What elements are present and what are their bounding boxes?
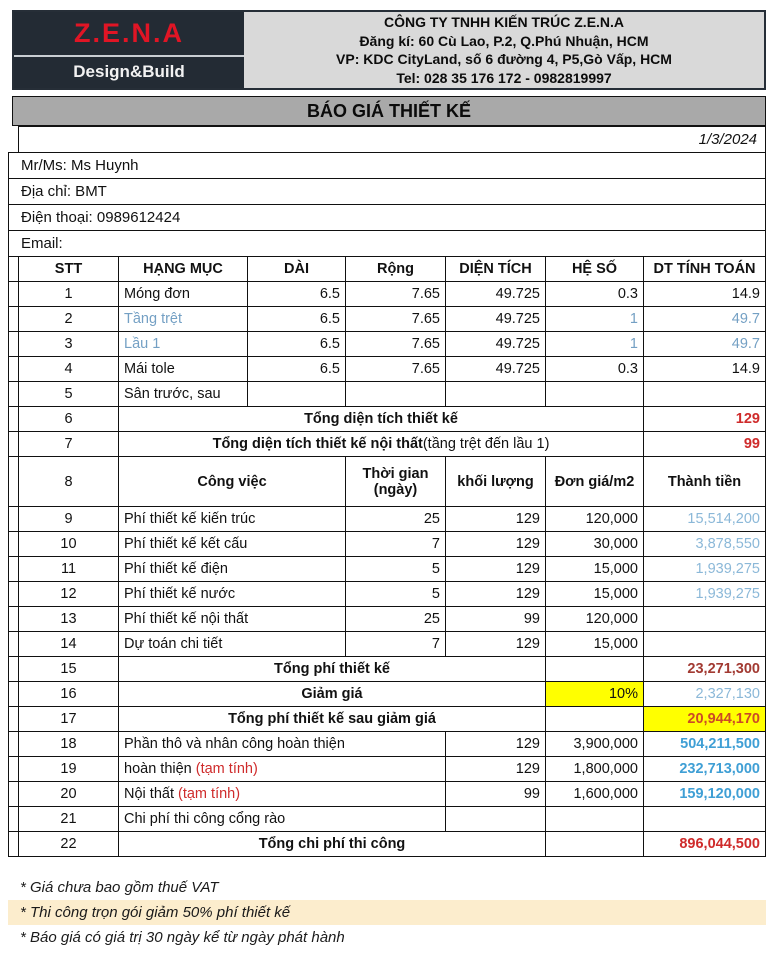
- construction-price-19: 1,800,000: [546, 757, 644, 782]
- cell-rong-5: [346, 382, 446, 407]
- construction-label-20: [119, 782, 446, 807]
- company-logo: [14, 12, 244, 88]
- cell-heso-1: 0.3: [546, 282, 644, 307]
- construction-label-18: [119, 732, 446, 757]
- company-office-address: VP: KDC CityLand, số 6 đường 4, P5,Gò Vấp, HCM: [336, 51, 672, 67]
- fee-total-10: 3,878,550: [644, 532, 766, 557]
- cell-stt-12: 12: [19, 582, 119, 607]
- construction-label-20-note: (tạm tính): [178, 786, 241, 802]
- fee-qty-10: 129: [446, 532, 546, 557]
- construction-qty-20: 99: [446, 782, 546, 807]
- company-info: [244, 12, 764, 88]
- cell-dt-1: 14.9: [644, 282, 766, 307]
- cell-dai-3: 6.5: [248, 332, 346, 357]
- cell-stt-16: 16: [19, 682, 119, 707]
- fee-label-12: Phí thiết kế nước: [119, 582, 346, 607]
- total-design-area-label-text: Tổng diện tích thiết kế: [304, 411, 458, 427]
- logo-tagline: Design&Build: [14, 55, 244, 88]
- cell-heso-2: 1: [546, 307, 644, 332]
- fee-price-9: 120,000: [546, 507, 644, 532]
- fee-price-10: 30,000: [546, 532, 644, 557]
- fee-qty-12: 129: [446, 582, 546, 607]
- cell-stt-18: 18: [19, 732, 119, 757]
- construction-label-21: [119, 807, 446, 832]
- fee-total-12: 1,939,275: [644, 582, 766, 607]
- construction-price-18: 3,900,000: [546, 732, 644, 757]
- margin-cell: [9, 682, 19, 707]
- margin-cell: [9, 257, 19, 282]
- cell-stt-8: 8: [19, 457, 119, 507]
- cell-stt-2: 2: [19, 307, 119, 332]
- construction-label-19-text: hoàn thiện: [124, 761, 192, 777]
- construction-qty-21: [446, 807, 546, 832]
- col-header-stt: STT: [19, 257, 119, 282]
- fee-label-10: Phí thiết kế kết cấu: [119, 532, 346, 557]
- fee-label-11: Phí thiết kế điện: [119, 557, 346, 582]
- margin-cell: [9, 807, 19, 832]
- margin-cell: [9, 332, 19, 357]
- grand-total-value: 896,044,500: [644, 832, 766, 857]
- cell-area-1: 49.725: [446, 282, 546, 307]
- fee-qty-14: 129: [446, 632, 546, 657]
- col-header-khoi-luong: khối lượng: [446, 457, 546, 507]
- cell-stt-4: 4: [19, 357, 119, 382]
- fee-days-11: 5: [346, 557, 446, 582]
- construction-label-19-note: (tạm tính): [195, 761, 258, 777]
- cell-rong-3: 7.65: [346, 332, 446, 357]
- col-header-he-so: HỆ SỐ: [546, 257, 644, 282]
- col-header-rong: Rộng: [346, 257, 446, 282]
- cell-area-2: 49.725: [446, 307, 546, 332]
- construction-label-20-text: Nội thất: [124, 786, 174, 802]
- margin-cell: [9, 757, 19, 782]
- construction-label-19: [119, 757, 446, 782]
- page-title: BÁO GIÁ THIẾT KẾ: [12, 96, 766, 126]
- cell-stt-14: 14: [19, 632, 119, 657]
- cell-stt-7: 7: [19, 432, 119, 457]
- fee-days-13: 25: [346, 607, 446, 632]
- total-design-fee-unit: [546, 657, 644, 682]
- cell-rong-4: 7.65: [346, 357, 446, 382]
- margin-cell: [9, 307, 19, 332]
- cell-stt-1: 1: [19, 282, 119, 307]
- cell-dt-5: [644, 382, 766, 407]
- margin-cell: [9, 357, 19, 382]
- cell-dai-4: 6.5: [248, 357, 346, 382]
- col-header-dien-tich: DIỆN TÍCH: [446, 257, 546, 282]
- col-header-thanh-tien: Thành tiền: [644, 457, 766, 507]
- total-after-discount-unit: [546, 707, 644, 732]
- total-interior-area-label-text: Tổng diện tích thiết kế nội thất: [212, 436, 423, 452]
- cell-stt-11: 11: [19, 557, 119, 582]
- cell-item-2: Tầng trệt: [119, 307, 248, 332]
- cell-stt-20: 20: [19, 782, 119, 807]
- discount-percent: 10%: [546, 682, 644, 707]
- col-header-cong-viec: Công việc: [119, 457, 346, 507]
- col-header-thoi-gian: Thời gian (ngày): [346, 457, 446, 507]
- quote-date: 1/3/2024: [18, 126, 766, 153]
- total-design-fee-value: 23,271,300: [644, 657, 766, 682]
- margin-cell: [9, 407, 19, 432]
- cell-item-5: Sân trước, sau: [119, 382, 248, 407]
- construction-total-18: 504,211,500: [644, 732, 766, 757]
- margin-cell: [9, 582, 19, 607]
- fee-days-10: 7: [346, 532, 446, 557]
- cell-stt-19: 19: [19, 757, 119, 782]
- cell-dai-5: [248, 382, 346, 407]
- cell-heso-4: 0.3: [546, 357, 644, 382]
- construction-price-20: 1,600,000: [546, 782, 644, 807]
- total-after-discount-value: 20,944,170: [644, 707, 766, 732]
- margin-cell: [9, 532, 19, 557]
- cell-area-5: [446, 382, 546, 407]
- cell-dai-1: 6.5: [248, 282, 346, 307]
- total-interior-area-label: [119, 432, 644, 457]
- grand-total-unit: [546, 832, 644, 857]
- col-header-dai: DÀI: [248, 257, 346, 282]
- fee-qty-13: 99: [446, 607, 546, 632]
- margin-cell: [9, 707, 19, 732]
- cell-stt-5: 5: [19, 382, 119, 407]
- col-header-don-gia: Đơn giá/m2: [546, 457, 644, 507]
- construction-label-18-text: Phần thô và nhân công hoàn thiện: [124, 736, 345, 752]
- cell-area-3: 49.725: [446, 332, 546, 357]
- margin-cell: [9, 657, 19, 682]
- note-discount-highlighted: * Thi công trọn gói giảm 50% phí thiết kế: [8, 900, 766, 925]
- fee-days-14: 7: [346, 632, 446, 657]
- cell-stt-3: 3: [19, 332, 119, 357]
- total-design-fee-label: Tổng phí thiết kế: [119, 657, 546, 682]
- total-interior-area-value: 99: [644, 432, 766, 457]
- discount-label: Giảm giá: [119, 682, 546, 707]
- fee-label-13: Phí thiết kế nội thất: [119, 607, 346, 632]
- margin-cell: [9, 382, 19, 407]
- fee-qty-9: 129: [446, 507, 546, 532]
- construction-price-21: [546, 807, 644, 832]
- logo-brand-name: Z.E.N.A: [73, 17, 184, 48]
- grand-total-label: Tổng chi phí thi công: [119, 832, 546, 857]
- construction-total-21: [644, 807, 766, 832]
- cell-stt-17: 17: [19, 707, 119, 732]
- fee-qty-11: 129: [446, 557, 546, 582]
- margin-cell: [9, 607, 19, 632]
- cell-dt-2: 49.7: [644, 307, 766, 332]
- col-header-dt-tinh-toan: DT TÍNH TOÁN: [644, 257, 766, 282]
- client-name-row: Mr/Ms: Ms Huynh: [8, 152, 766, 179]
- note-vat: * Giá chưa bao gồm thuế VAT: [20, 879, 219, 896]
- company-name: CÔNG TY TNHH KIẾN TRÚC Z.E.N.A: [383, 14, 625, 30]
- construction-total-19: 232,713,000: [644, 757, 766, 782]
- cell-dai-2: 6.5: [248, 307, 346, 332]
- client-phone-row: Điện thoại: 0989612424: [8, 204, 766, 231]
- margin-cell: [9, 432, 19, 457]
- margin-cell: [9, 457, 19, 507]
- fee-days-12: 5: [346, 582, 446, 607]
- cell-heso-5: [546, 382, 644, 407]
- fee-price-14: 15,000: [546, 632, 644, 657]
- cell-rong-1: 7.65: [346, 282, 446, 307]
- cell-stt-21: 21: [19, 807, 119, 832]
- margin-cell: [9, 632, 19, 657]
- fee-price-12: 15,000: [546, 582, 644, 607]
- construction-total-20: 159,120,000: [644, 782, 766, 807]
- document-header: [12, 10, 766, 90]
- cell-item-1: Móng đơn: [119, 282, 248, 307]
- cell-heso-3: 1: [546, 332, 644, 357]
- fee-total-11: 1,939,275: [644, 557, 766, 582]
- cell-stt-9: 9: [19, 507, 119, 532]
- fee-total-9: 15,514,200: [644, 507, 766, 532]
- fee-label-9: Phí thiết kế kiến trúc: [119, 507, 346, 532]
- cell-item-4: Mái tole: [119, 357, 248, 382]
- fee-total-13: [644, 607, 766, 632]
- client-email-row: Email:: [8, 230, 766, 257]
- company-phone: Tel: 028 35 176 172 - 0982819997: [396, 69, 612, 86]
- note-validity: * Báo giá có giá trị 30 ngày kể từ ngày phát hành: [20, 929, 345, 946]
- cell-stt-10: 10: [19, 532, 119, 557]
- cell-item-3: Lầu 1: [119, 332, 248, 357]
- total-design-area-value: 129: [644, 407, 766, 432]
- fee-label-14: Dự toán chi tiết: [119, 632, 346, 657]
- total-after-discount-label: Tổng phí thiết kế sau giảm giá: [119, 707, 546, 732]
- cell-stt-22: 22: [19, 832, 119, 857]
- col-header-hang-muc: HẠNG MỤC: [119, 257, 248, 282]
- total-interior-area-label-suffix: (tầng trệt đến lầu 1): [422, 436, 550, 452]
- footnotes: [8, 875, 766, 950]
- cell-rong-2: 7.65: [346, 307, 446, 332]
- margin-cell: [9, 557, 19, 582]
- company-registered-address: Đăng kí: 60 Cù Lao, P.2, Q.Phú Nhuận, HCM: [359, 32, 649, 49]
- fee-days-9: 25: [346, 507, 446, 532]
- fee-total-14: [644, 632, 766, 657]
- cell-stt-13: 13: [19, 607, 119, 632]
- fee-price-13: 120,000: [546, 607, 644, 632]
- cell-dt-3: 49.7: [644, 332, 766, 357]
- total-design-area-label: [119, 407, 644, 432]
- margin-cell: [9, 507, 19, 532]
- quotation-table: [8, 256, 766, 857]
- margin-cell: [9, 782, 19, 807]
- discount-value: 2,327,130: [644, 682, 766, 707]
- client-address-row: Địa chỉ: BMT: [8, 178, 766, 205]
- construction-label-21-text: Chi phí thi công cổng rào: [124, 811, 286, 827]
- construction-qty-18: 129: [446, 732, 546, 757]
- cell-stt-15: 15: [19, 657, 119, 682]
- cell-dt-4: 14.9: [644, 357, 766, 382]
- margin-cell: [9, 832, 19, 857]
- margin-cell: [9, 732, 19, 757]
- construction-qty-19: 129: [446, 757, 546, 782]
- cell-area-4: 49.725: [446, 357, 546, 382]
- cell-stt-6: 6: [19, 407, 119, 432]
- fee-price-11: 15,000: [546, 557, 644, 582]
- margin-cell: [9, 282, 19, 307]
